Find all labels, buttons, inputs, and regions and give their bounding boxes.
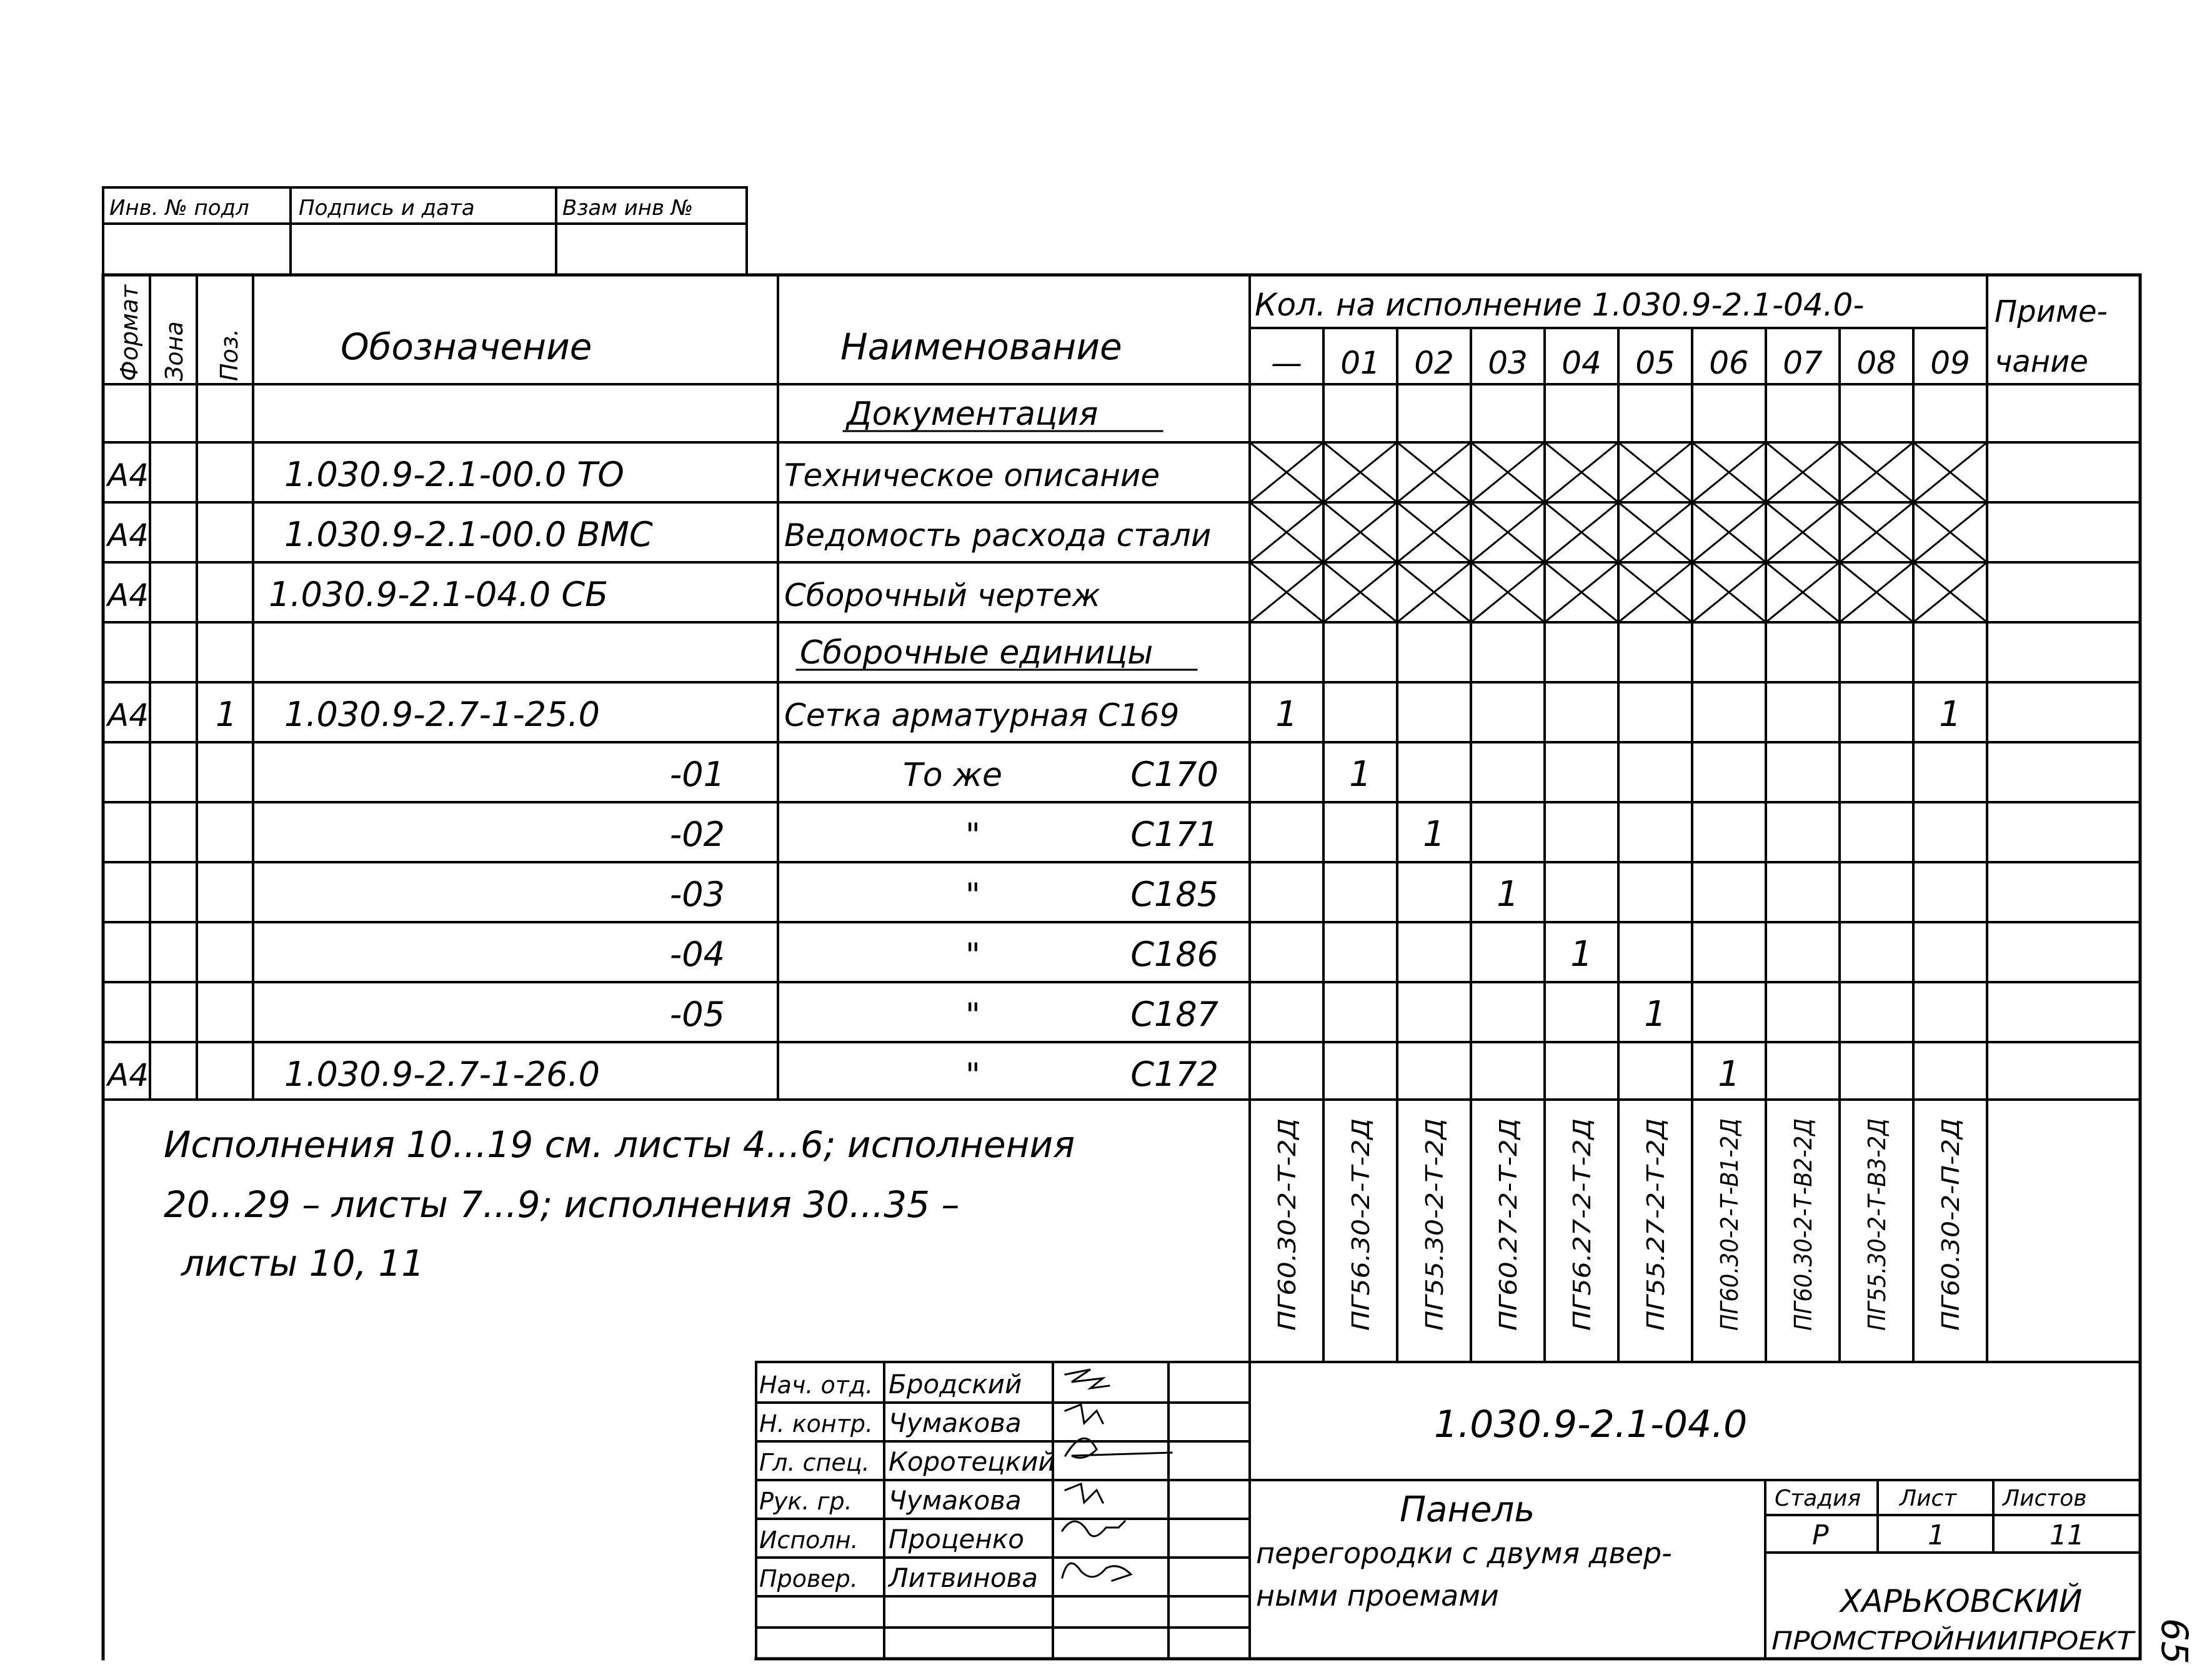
table-row xyxy=(106,575,1100,614)
row-name-b: С186 xyxy=(1130,935,1218,974)
row-qty: 1 xyxy=(1497,874,1519,915)
row-designation: 1.030.9-2.7-1-25.0 xyxy=(284,695,600,734)
stamp-vzam-inv: Взам инв № xyxy=(562,196,694,221)
variant-header: 04 xyxy=(1562,345,1602,381)
row-designation: -03 xyxy=(669,875,725,914)
row-name-a: " xyxy=(965,937,980,974)
variant-header: — xyxy=(1271,345,1302,381)
table-row xyxy=(106,455,1160,494)
row-format: А4 xyxy=(107,457,149,494)
row-qty: 1 xyxy=(1718,1054,1740,1095)
table-row xyxy=(106,694,1961,735)
signatory xyxy=(759,1485,1022,1516)
variant-headers xyxy=(1271,345,1970,381)
signatory xyxy=(759,1446,1055,1477)
row-designation: -01 xyxy=(669,755,725,794)
row-name: Ведомость расхода стали xyxy=(784,517,1212,554)
variant-header: 01 xyxy=(1340,345,1380,381)
header-primechanie-2: чание xyxy=(1995,344,2088,379)
header-zona: Зона xyxy=(161,321,188,381)
row-qty: 1 xyxy=(1939,694,1961,735)
row-qty: 1 xyxy=(1275,694,1298,735)
signatory-name: Чумакова xyxy=(889,1485,1022,1516)
table-header xyxy=(116,284,2108,381)
row-designation: 1.030.9-2.1-00.0 ТО xyxy=(284,455,624,494)
table-rows xyxy=(106,455,1961,1095)
signature-mark xyxy=(1065,1369,1109,1388)
section-documentation: Документация xyxy=(847,395,1099,433)
panel-mark: ПГ60.30-2-Т-2Д xyxy=(1273,1143,1301,1331)
variant-header: 08 xyxy=(1856,345,1896,381)
org-line-2: ПРОМСТРОЙНИИПРОЕКТ xyxy=(1771,1627,2091,1656)
header-poz: Поз. xyxy=(216,328,243,381)
page-number: 65 xyxy=(2153,1618,2196,1664)
signatory-name: Проценко xyxy=(889,1524,1024,1554)
row-qty: 1 xyxy=(1349,754,1372,795)
panel-mark: ПГ56.27-2-Т-2Д xyxy=(1568,1143,1596,1331)
row-name-a: " xyxy=(965,1056,980,1094)
row-designation: -02 xyxy=(669,815,725,854)
sheets-value: 11 xyxy=(2050,1519,2085,1551)
row-format: А4 xyxy=(107,697,149,733)
row-name-a: " xyxy=(965,877,980,914)
section-assembly-units: Сборочные единицы xyxy=(800,634,1153,672)
signatory-name: Литвинова xyxy=(889,1563,1039,1593)
table-row xyxy=(670,934,1593,975)
row-name-a: То же xyxy=(903,757,1002,794)
signatory-role: Нач. отд. xyxy=(759,1371,874,1399)
note-line-3: листы 10, 11 xyxy=(181,1242,425,1285)
row-format: А4 xyxy=(107,1057,149,1093)
table-row xyxy=(670,814,1445,855)
signatory xyxy=(759,1563,1038,1593)
signature-mark xyxy=(1062,1563,1131,1581)
panel-mark: ПГ56.30-2-Т-2Д xyxy=(1347,1143,1375,1331)
title-line-2: перегородки с двумя двер- xyxy=(1256,1536,1672,1570)
note-line-1: Исполнения 10...19 см. листы 4...6; исполнения xyxy=(164,1123,1075,1166)
row-name-a: " xyxy=(965,997,980,1034)
variant-header: 07 xyxy=(1783,345,1823,381)
row-name-b: С185 xyxy=(1130,875,1218,914)
table-row xyxy=(106,515,1211,554)
panel-mark: ПГ60.30-2-Т-В2-2Д xyxy=(1790,1103,1817,1331)
header-format: Формат xyxy=(116,284,143,381)
row-name-b: С170 xyxy=(1130,755,1218,794)
row-qty: 1 xyxy=(1644,994,1666,1035)
row-format: А4 xyxy=(107,517,149,554)
signatory-role: Исполн. xyxy=(759,1526,859,1554)
signatory-role: Провер. xyxy=(759,1565,858,1593)
variant-header: 06 xyxy=(1709,345,1749,381)
signatory xyxy=(759,1369,1022,1399)
stage-value: Р xyxy=(1812,1519,1829,1551)
signature-mark xyxy=(1062,1521,1125,1536)
row-qty: 1 xyxy=(1570,934,1593,975)
note-text xyxy=(164,1123,1075,1285)
header-oboznachenie: Обозначение xyxy=(341,326,592,368)
signatory-name: Коротецкий xyxy=(889,1446,1055,1477)
sheets-label: Листов xyxy=(2003,1486,2087,1511)
row-name-b: С187 xyxy=(1130,995,1218,1034)
panel-mark: ПГ60.30-2-Т-В1-2Д xyxy=(1716,1103,1743,1331)
row-name-a: " xyxy=(965,817,980,854)
panel-mark: ПГ55.30-2-Т-В3-2Д xyxy=(1863,1103,1891,1331)
row-name: Сетка арматурная С169 xyxy=(784,697,1180,733)
title-line-1: Панель xyxy=(1400,1489,1535,1530)
stamp-podpis-data: Подпись и дата xyxy=(299,196,475,221)
signatory-role: Н. контр. xyxy=(759,1410,874,1438)
variant-header: 05 xyxy=(1635,345,1675,381)
table-row xyxy=(106,1054,1740,1095)
signatory-name: Бродский xyxy=(889,1369,1022,1399)
row-designation: 1.030.9-2.7-1-26.0 xyxy=(284,1055,600,1094)
signatory-role: Рук. гр. xyxy=(759,1488,852,1515)
signatory xyxy=(759,1408,1022,1438)
table-row xyxy=(670,874,1519,915)
variant-header: 03 xyxy=(1488,345,1528,381)
row-designation: 1.030.9-2.1-04.0 СБ xyxy=(269,575,609,614)
sheet-value: 1 xyxy=(1928,1519,1945,1551)
row-designation: -04 xyxy=(669,935,725,974)
variant-header: 09 xyxy=(1930,345,1970,381)
signatory-role: Гл. спец. xyxy=(759,1449,870,1476)
row-designation: -05 xyxy=(669,995,725,1034)
note-line-2: 20...29 – листы 7...9; исполнения 30...35 – xyxy=(164,1183,960,1226)
signature-mark xyxy=(1065,1484,1103,1503)
table-row xyxy=(670,994,1666,1035)
row-name: Сборочный чертеж xyxy=(784,577,1100,614)
signatures xyxy=(1062,1369,1172,1581)
row-poz: 1 xyxy=(216,695,237,734)
header-kol: Кол. на исполнение 1.030.9-2.1-04.0- xyxy=(1255,287,1865,323)
variant-header: 02 xyxy=(1414,345,1454,381)
signature-mark xyxy=(1065,1404,1103,1423)
top-stamp-text xyxy=(109,196,693,221)
stage-label: Стадия xyxy=(1775,1486,1861,1511)
title-block-text xyxy=(1256,1403,2136,1656)
panel-mark: ПГ55.30-2-Т-2Д xyxy=(1421,1143,1448,1331)
panel-mark: ПГ60.27-2-Т-2Д xyxy=(1495,1143,1522,1331)
row-designation: 1.030.9-2.1-00.0 ВМС xyxy=(284,515,653,554)
panel-mark: ПГ60.30-2-П-2Д xyxy=(1937,1139,1965,1331)
doc-designation: 1.030.9-2.1-04.0 xyxy=(1434,1403,1748,1446)
row-name-b: С172 xyxy=(1130,1055,1218,1094)
title-line-3: ными проемами xyxy=(1256,1579,1499,1613)
sheet-label: Лист xyxy=(1900,1486,1957,1511)
signatory-name: Чумакова xyxy=(889,1408,1022,1438)
signatory xyxy=(759,1524,1024,1554)
stamp-inv-podl: Инв. № подл xyxy=(109,196,249,221)
row-format: А4 xyxy=(107,577,149,614)
header-primechanie-1: Приме- xyxy=(1995,294,2108,329)
org-line-1: ХАРЬКОВСКИЙ xyxy=(1840,1583,2083,1619)
row-name: Техническое описание xyxy=(784,457,1160,494)
row-qty: 1 xyxy=(1423,814,1445,855)
row-name-b: С171 xyxy=(1130,815,1218,854)
table-row xyxy=(670,754,1372,795)
panel-mark: ПГ55.27-2-Т-2Д xyxy=(1642,1143,1670,1331)
header-naimenovanie: Наименование xyxy=(840,326,1122,368)
